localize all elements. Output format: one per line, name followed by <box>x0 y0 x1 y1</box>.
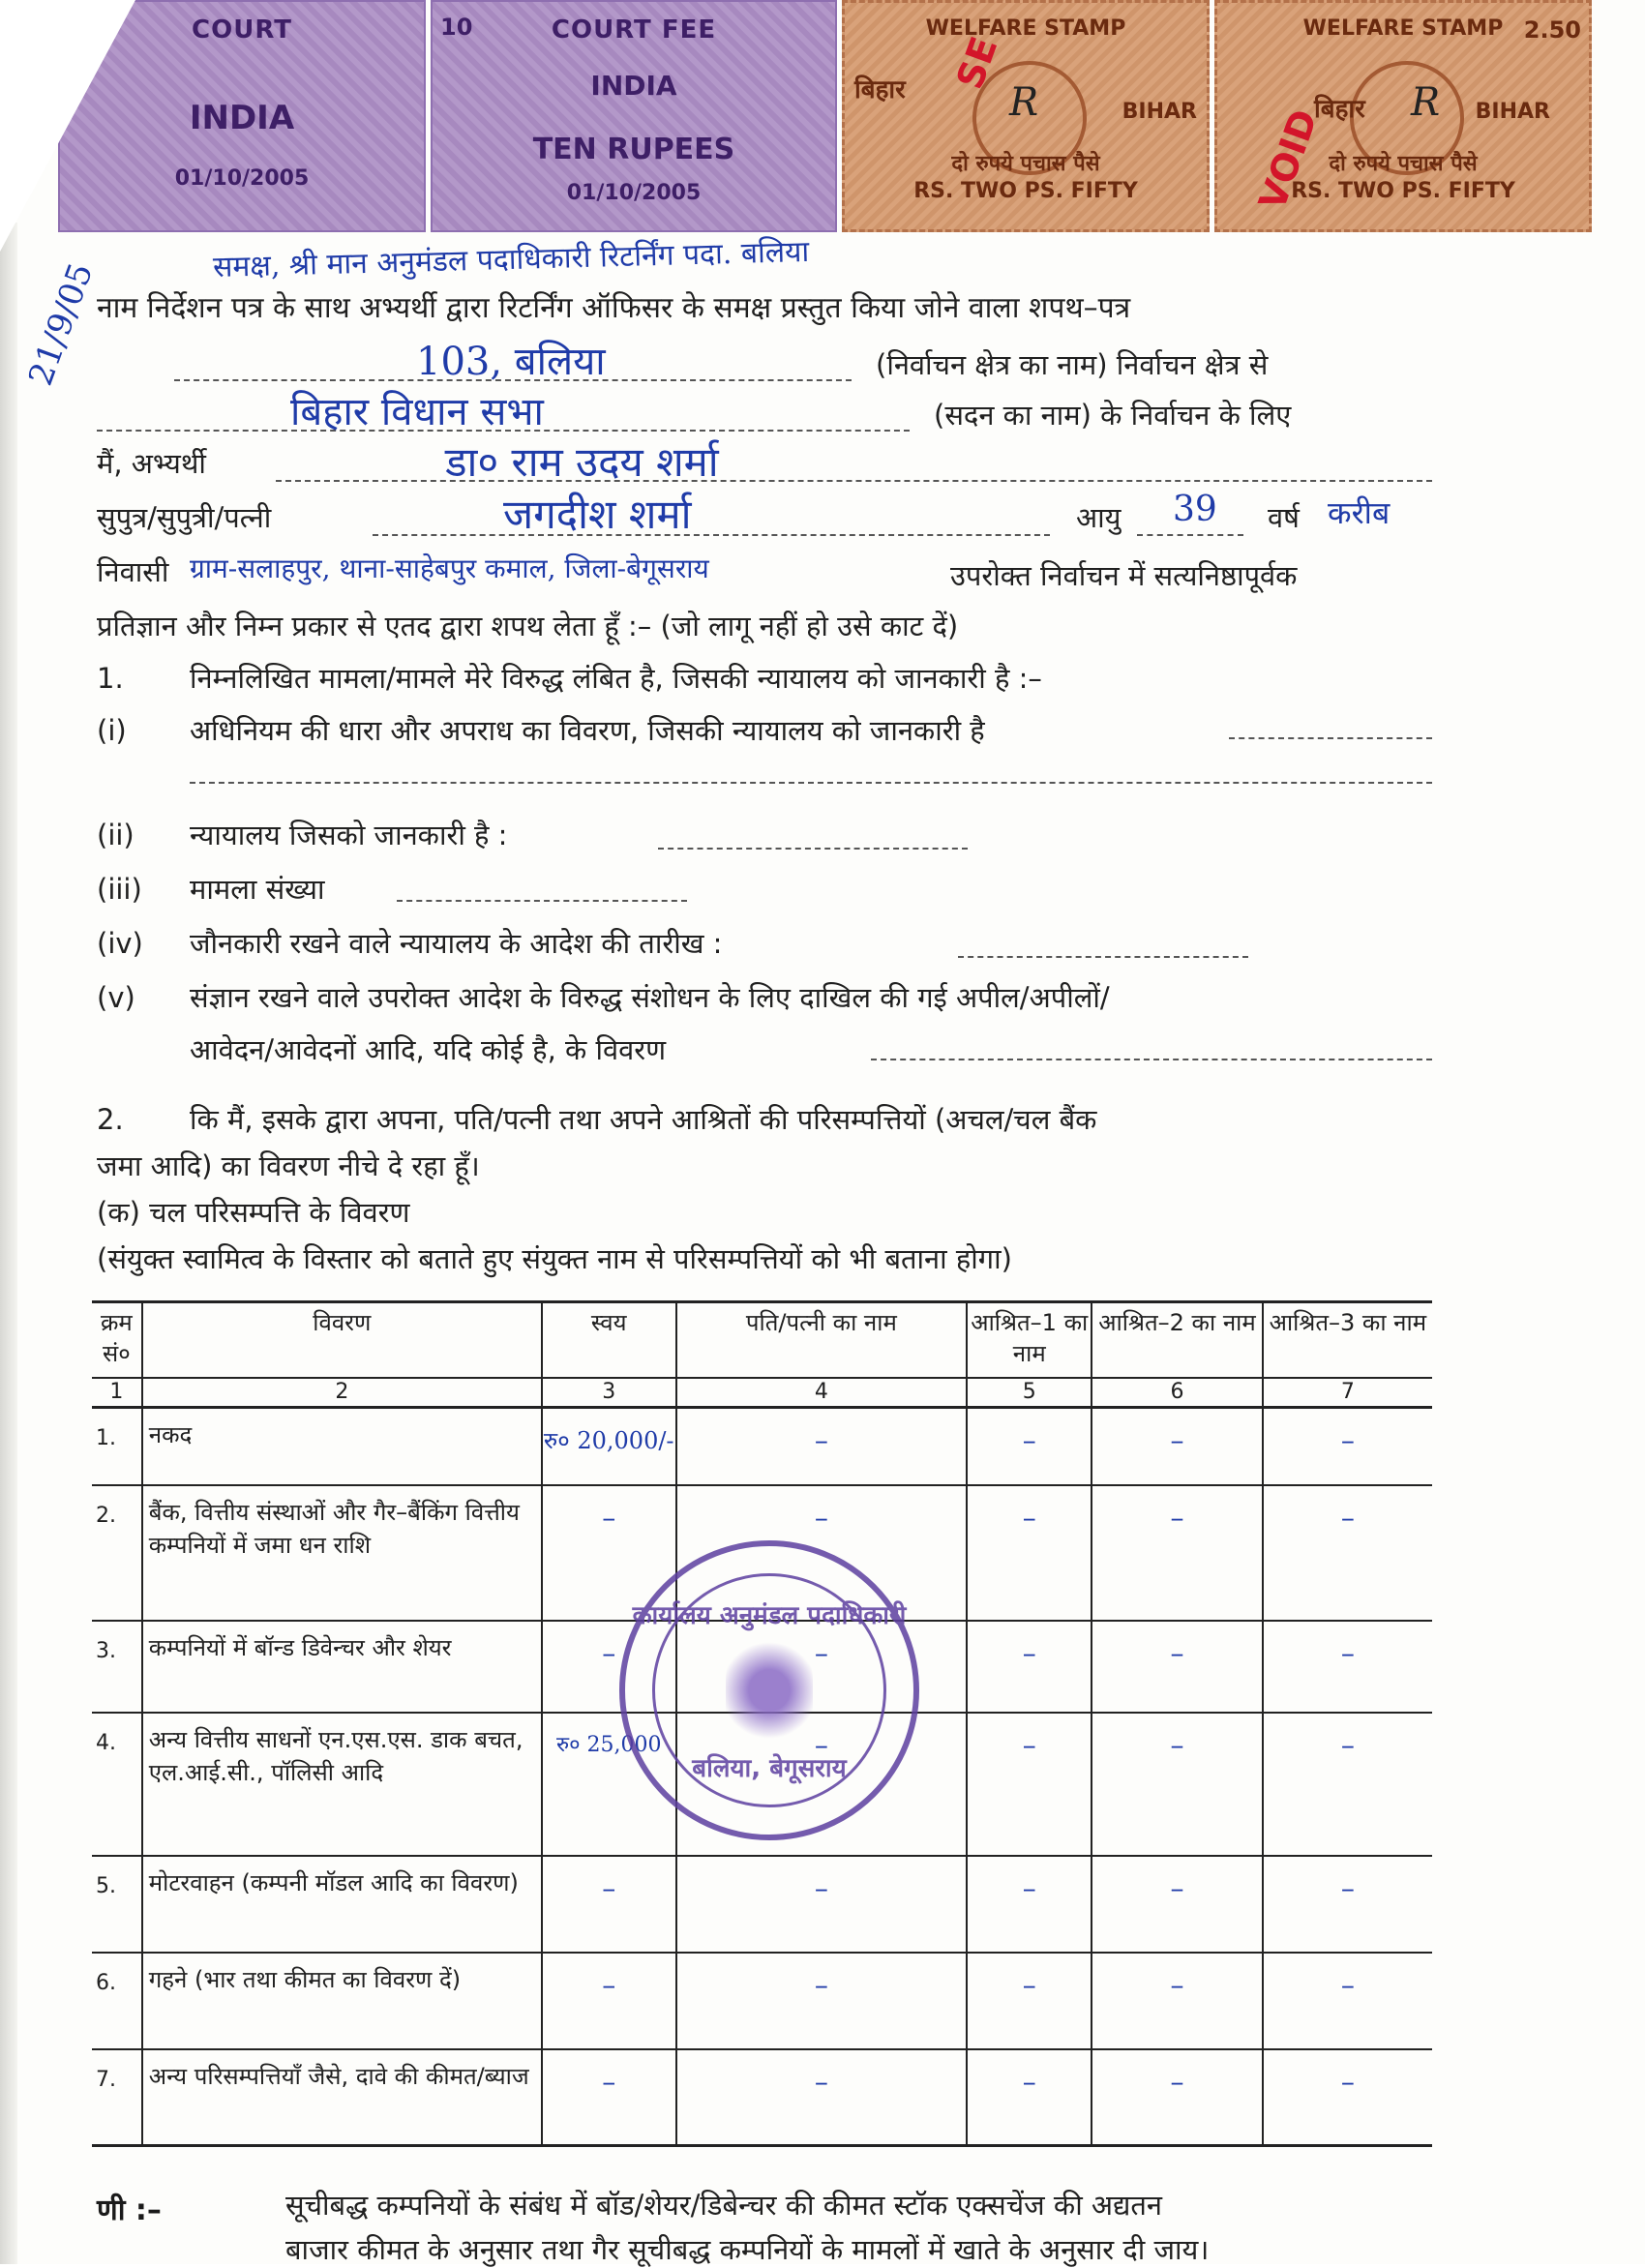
column-header: आश्रित–3 का नाम <box>1263 1302 1432 1379</box>
form-title: नाम निर्देशन पत्र के साथ अभ्यर्थी द्वारा रिटर्निंग ऑफिसर के समक्ष प्रस्तुत किया जोने वाला शपथ–पत्र <box>97 291 1131 325</box>
column-number-row <box>92 1378 1432 1408</box>
column-number: 7 <box>1263 1378 1432 1408</box>
dependent3-value: – <box>1263 2049 1432 2146</box>
item2-text-continued: जमा आदि) का विवरण नीचे दे रहा हूँ। <box>97 1149 480 1182</box>
dependent2-value: – <box>1092 1408 1262 1485</box>
row-description: कम्पनियों में बॉन्ड डिवेन्चर और शेयर <box>142 1621 542 1713</box>
oath-line: प्रतिज्ञान और निम्न प्रकार से एतद द्वारा शपथ लेता हूँ :– (जो लागू नहीं हो उसे काट दें) <box>97 610 959 642</box>
spouse-value: – <box>676 1621 968 1713</box>
year-label: वर्ष <box>1268 501 1300 534</box>
item1-text: निम्नलिखित मामला/मामले मेरे विरुद्ध लंबित है, जिसकी न्यायालय को जानकारी है :– <box>190 662 1042 695</box>
table-row <box>92 1953 1432 2049</box>
resident-suffix: उपरोक्त निर्वाचन में सत्यनिष्ठापूर्वक <box>950 559 1298 592</box>
welfare-stamp-1 <box>842 0 1210 232</box>
dependent3-value: – <box>1263 1856 1432 1953</box>
row-description: बैंक, वित्तीय संस्थाओं और गैर–बैंकिंग वित्तीय कम्पनियों में जमा धन राशि <box>142 1485 542 1621</box>
spouse-value: – <box>676 2049 968 2146</box>
subitem-blank <box>397 900 687 902</box>
dependent1-value: – <box>967 2049 1092 2146</box>
dependent2-value: – <box>1092 1713 1262 1856</box>
subitem-blank <box>871 1059 1432 1060</box>
handwritten-constituency: 103, बलिया <box>416 340 606 384</box>
handwritten-house: बिहार विधान सभा <box>290 390 544 434</box>
row-number: 5. <box>92 1856 142 1953</box>
row-number: 6. <box>92 1953 142 2049</box>
table-row <box>92 1856 1432 1953</box>
stamp-amount-en: RS. TWO PS. FIFTY <box>913 179 1138 203</box>
handwritten-candidate-name: डा० राम उदय शर्मा <box>445 438 719 486</box>
subitem-text-continued: आवेदन/आवेदनों आदि, यदि कोई है, के विवरण <box>190 1033 667 1066</box>
dependent3-value: – <box>1263 1713 1432 1856</box>
national-emblem-icon <box>726 1637 813 1744</box>
dependent2-value: – <box>1092 1856 1262 1953</box>
column-header: आश्रित–1 का नाम <box>967 1302 1092 1379</box>
subitem-text: मामला संख्या <box>190 873 325 906</box>
self-value: – <box>542 1621 676 1713</box>
column-header: स्वय <box>542 1302 676 1379</box>
table-row <box>92 2049 1432 2146</box>
subitem-text: संज्ञान रखने वाले उपरोक्त आदेश के विरुद्ध संशोधन के लिए दाखिल की गई अपील/अपीलों/ <box>190 981 1110 1014</box>
column-number: 3 <box>542 1378 676 1408</box>
stamp-value: 2.50 <box>1523 16 1581 44</box>
column-number: 6 <box>1092 1378 1262 1408</box>
spouse-value: – <box>676 1485 968 1621</box>
paper-edge <box>0 223 17 2264</box>
official-seal <box>619 1540 919 1840</box>
handwritten-parent-name: जगदीश शर्मा <box>503 491 692 538</box>
stamp-date: 01/10/2005 <box>174 166 310 191</box>
seal-text-top: कार्यालय अनुमंडल पदाधिकारी <box>632 1601 907 1630</box>
stamp-amount-hi: दो रुपये पचास पैसे <box>1329 152 1478 176</box>
self-value: रु० 25,000 <box>542 1713 676 1856</box>
table-row <box>92 1408 1432 1485</box>
parent-label: सुपुत्र/सुपुत्री/पत्नी <box>97 501 272 534</box>
resident-label: निवासी <box>97 555 169 588</box>
column-number: 2 <box>142 1378 542 1408</box>
subitem-text: न्यायालय जिसको जानकारी है : <box>190 819 508 851</box>
subitem-number: (v) <box>97 981 135 1014</box>
age-blank <box>1137 534 1243 536</box>
stamp-value: 10 <box>68 14 101 41</box>
item2-text: कि मैं, इसके द्वारा अपना, पति/पत्नी तथा अपने आश्रितों की परिसम्पत्तियों (अचल/चल बैंक <box>190 1103 1097 1136</box>
welfare-stamp-2 <box>1214 0 1592 232</box>
row-number: 1. <box>92 1408 142 1485</box>
dependent1-value: – <box>967 1856 1092 1953</box>
row-description: अन्य परिसम्पत्तियाँ जैसे, दावे की कीमत/ब्याज <box>142 2049 542 2146</box>
stamp-value: 10 <box>440 14 473 41</box>
candidate-label: मैं, अभ्यर्थी <box>97 447 206 480</box>
row-number: 2. <box>92 1485 142 1621</box>
self-value: रु० 20,000/- <box>542 1408 676 1485</box>
column-number: 1 <box>92 1378 142 1408</box>
stamp-country: INDIA <box>189 99 295 137</box>
stamp-hindi: बिहार <box>854 75 906 104</box>
movable-assets-heading: (क) चल परिसम्पत्ति के विवरण <box>97 1196 410 1229</box>
column-header: आश्रित–2 का नाम <box>1092 1302 1262 1379</box>
parent-blank <box>373 534 1050 536</box>
folded-corner <box>0 0 135 252</box>
age-label: आयु <box>1076 501 1122 534</box>
stamp-english: BIHAR <box>1475 100 1550 124</box>
seal-text-bottom: बलिया, बेगूसराय <box>692 1754 847 1783</box>
spouse-value: – <box>676 1408 968 1485</box>
table-header-row <box>92 1302 1432 1379</box>
dependent1-value: – <box>967 1953 1092 2049</box>
constituency-label: (निर्वाचन क्षेत्र का नाम) निर्वाचन क्षेत्र से <box>876 348 1269 381</box>
stamp-amount: TEN RUPEES <box>532 133 735 166</box>
item1-number: 1. <box>97 662 124 695</box>
stamp-title: WELFARE STAMP <box>925 16 1126 41</box>
stamp-title: COURT FEE <box>551 15 717 45</box>
dependent1-value: – <box>967 1713 1092 1856</box>
court-fee-stamp-2 <box>431 0 837 232</box>
row-description: नकद <box>142 1408 542 1485</box>
dependent1-value: – <box>967 1485 1092 1621</box>
cancellation-mark: SE <box>947 31 1006 95</box>
column-header: क्रम सं० <box>92 1302 142 1379</box>
column-number: 4 <box>676 1378 968 1408</box>
column-number: 5 <box>967 1378 1092 1408</box>
note-line-1: सूचीबद्ध कम्पनियों के संबंध में बॉड/शेयर/डिबेन्चर की कीमत स्टॉक एक्सचेंज की अद्यतन <box>285 2189 1162 2222</box>
subitem-blank <box>958 956 1248 958</box>
spouse-value: – <box>676 1953 968 2049</box>
handwritten-margin-date: 21/9/05 <box>21 257 102 391</box>
subitem-blank-2 <box>190 782 1432 784</box>
spouse-value: – <box>676 1856 968 1953</box>
house-label: (सदन का नाम) के निर्वाचन के लिए <box>934 399 1292 432</box>
column-header: विवरण <box>142 1302 542 1379</box>
row-number: 3. <box>92 1621 142 1713</box>
subitem-text: अधिनियम की धारा और अपराध का विवरण, जिसकी न्यायालय को जानकारी है <box>190 714 985 747</box>
stamp-title: COURT <box>192 15 292 45</box>
self-value: – <box>542 1856 676 1953</box>
row-number: 7. <box>92 2049 142 2146</box>
row-description: गहने (भार तथा कीमत का विवरण दें) <box>142 1953 542 2049</box>
note-label: णी :– <box>97 2193 162 2227</box>
stamp-english: BIHAR <box>1122 100 1197 124</box>
row-description: अन्य वित्तीय साधनों एन.एस.एस. डाक बचत, एल.आई.सी., पॉलिसी आदि <box>142 1713 542 1856</box>
subitem-blank <box>1229 737 1432 739</box>
self-value: – <box>542 1485 676 1621</box>
subitem-number: (iii) <box>97 873 142 906</box>
item2-number: 2. <box>97 1103 124 1136</box>
handwritten-age: 39 <box>1173 490 1217 529</box>
dependent3-value: – <box>1263 1408 1432 1485</box>
dependent3-value: – <box>1263 1621 1432 1713</box>
dependent2-value: – <box>1092 2049 1262 2146</box>
subitem-number: (iv) <box>97 927 143 960</box>
self-value: – <box>542 2049 676 2146</box>
stamp-hindi: बिहार <box>1314 95 1365 124</box>
dependent1-value: – <box>967 1408 1092 1485</box>
handwritten-address-note: समक्ष, श्री मान अनुमंडल पदाधिकारी रिटर्निंग पदा. बलिया <box>212 234 810 285</box>
self-value: – <box>542 1953 676 2049</box>
dependent2-value: – <box>1092 1621 1262 1713</box>
stamp-amount-hi: दो रुपये पचास पैसे <box>951 152 1100 176</box>
dependent2-value: – <box>1092 1485 1262 1621</box>
cancellation-mark: VOID <box>1250 104 1327 216</box>
subitem-text: जौनकारी रखने वाले न्यायालय के आदेश की तारीख : <box>190 927 723 960</box>
note-line-2: बाजार कीमत के अनुसार तथा गैर सूचीबद्ध कम्पनियों के मामलों में खाते के अनुसार दी जाय। <box>285 2233 1210 2266</box>
subitem-number: (ii) <box>97 819 135 851</box>
subitem-blank <box>658 848 968 850</box>
stamp-amount-en: RS. TWO PS. FIFTY <box>1291 179 1515 203</box>
dependent2-value: – <box>1092 1953 1262 2049</box>
dependent3-value: – <box>1263 1953 1432 2049</box>
row-description: मोटरवाहन (कम्पनी मॉडल आदि का विवरण) <box>142 1856 542 1953</box>
stamp-country: INDIA <box>590 70 677 102</box>
signature-mark: R <box>1009 80 1039 125</box>
column-header: पति/पत्नी का नाम <box>676 1302 968 1379</box>
dependent1-value: – <box>967 1621 1092 1713</box>
handwritten-residence: ग्राम-सलाहपुर, थाना-साहेबपुर कमाल, जिला-बेगूसराय <box>190 552 709 584</box>
joint-ownership-note: (संयुक्त स्वामित्व के विस्तार को बताते हुए संयुक्त नाम से परिसम्पत्तियों को भी बताना होगा) <box>97 1242 1012 1275</box>
dependent3-value: – <box>1263 1485 1432 1621</box>
stamp-date: 01/10/2005 <box>566 181 702 205</box>
row-number: 4. <box>92 1713 142 1856</box>
signature-mark: R <box>1411 80 1441 125</box>
spouse-value: – <box>676 1713 968 1856</box>
subitem-number: (i) <box>97 714 127 747</box>
handwritten-age-approx: करीब <box>1328 494 1391 531</box>
stamp-title: WELFARE STAMP <box>1302 16 1504 41</box>
